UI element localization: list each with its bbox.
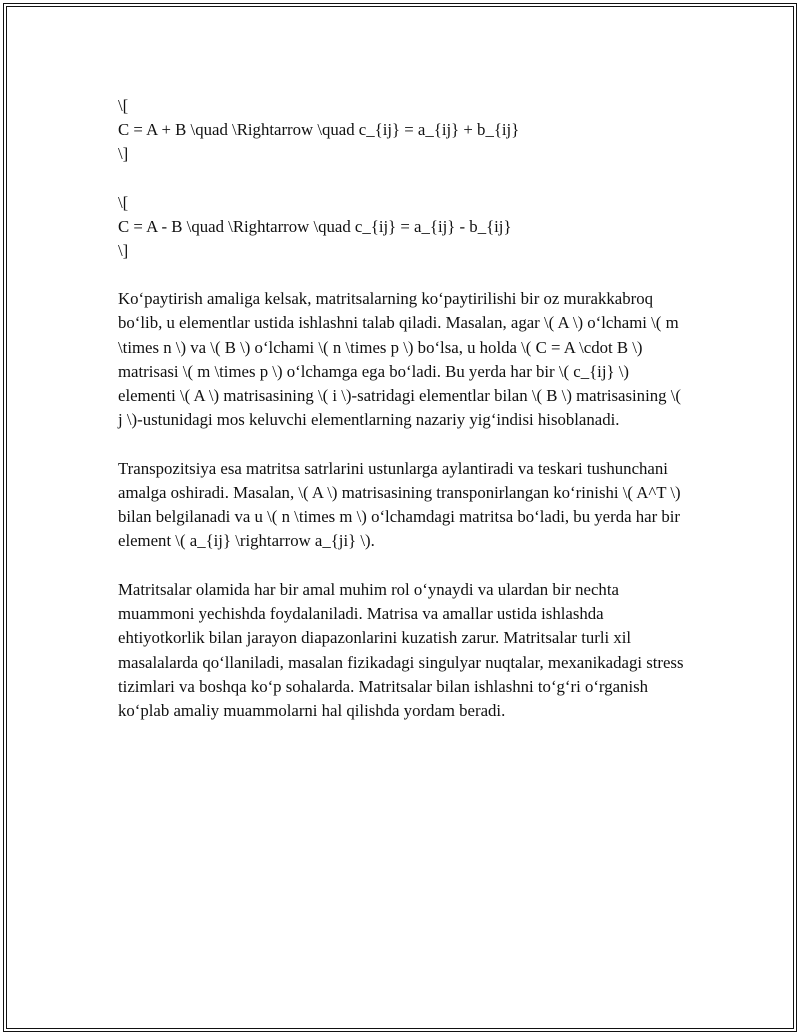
equation-close-delimiter: \] [118, 144, 129, 164]
document-body [118, 94, 688, 748]
equation-close-delimiter: \] [118, 241, 129, 261]
equation-addition: C = A + B \quad \Rightarrow \quad c_{ij} = a_{ij} + b_{ij} [118, 120, 520, 140]
equation-open-delimiter: \[ [118, 96, 129, 115]
equation-open-delimiter: \[ [118, 192, 129, 212]
paragraph-multiplication: Ko‘paytirish amaliga kelsak, matritsalarning ko‘paytirilishi bir oz murakkabroq bo‘lib, u elementlar ustida ishlashni talab qiladi. Masalan, agar \( A \) o‘lchami \( m \times n \) va \( B \) o‘lchami \( n \times p \) bo‘lsa, u holda \( C = A \cdot B \) matrisasi \( m \times p \) o‘lchamga ega bo‘ladi. Bu yerda har bir \( c_{ij} \) elementi \( A \) matrisasining \( i \)-satridagi elementlar bilan \( B \) matrisasining \( j \)-ustunidagi mos keluvchi elementlarning nazariy yig‘indisi hisoblanadi. [118, 289, 681, 430]
equation-subtraction: C = A - B \quad \Rightarrow \quad c_{ij} = a_{ij} - b_{ij} [118, 216, 512, 236]
paragraph-conclusion: Matritsalar olamida har bir amal muhim rol o‘ynaydi va ulardan bir nechta muammoni yechishda foydalaniladi. Matrisa va amallar ustida ishlashda ehtiyotkorlik bilan jarayon diapazonlarini kuzatish zarur. Matritsalar turli xil masalalarda qo‘llaniladi, masalan fizikadagi singulyar nuqtalar, mexanikadagi stress tizimlari va boshqa ko‘p sohalarda. Matritsalar bilan ishlashni to‘g‘ri o‘rganish ko‘plab amaliy muammolarni hal qilishda yordam beradi. [118, 580, 684, 721]
paragraph-transposition: Transpozitsiya esa matritsa satrlarini ustunlarga aylantiradi va teskari tushunchani amalga oshiradi. Masalan, \( A \) matrisasining transponirlangan ko‘rinishi \( A^T \) bilan belgilanadi va u \( n \times m \) o‘lchamdagi matritsa bo‘ladi, bu yerda har bir element \( a_{ij} \rightarrow a_{ji} \). [118, 458, 681, 551]
equation-block-addition [118, 94, 688, 167]
equation-block-subtraction [118, 191, 688, 264]
